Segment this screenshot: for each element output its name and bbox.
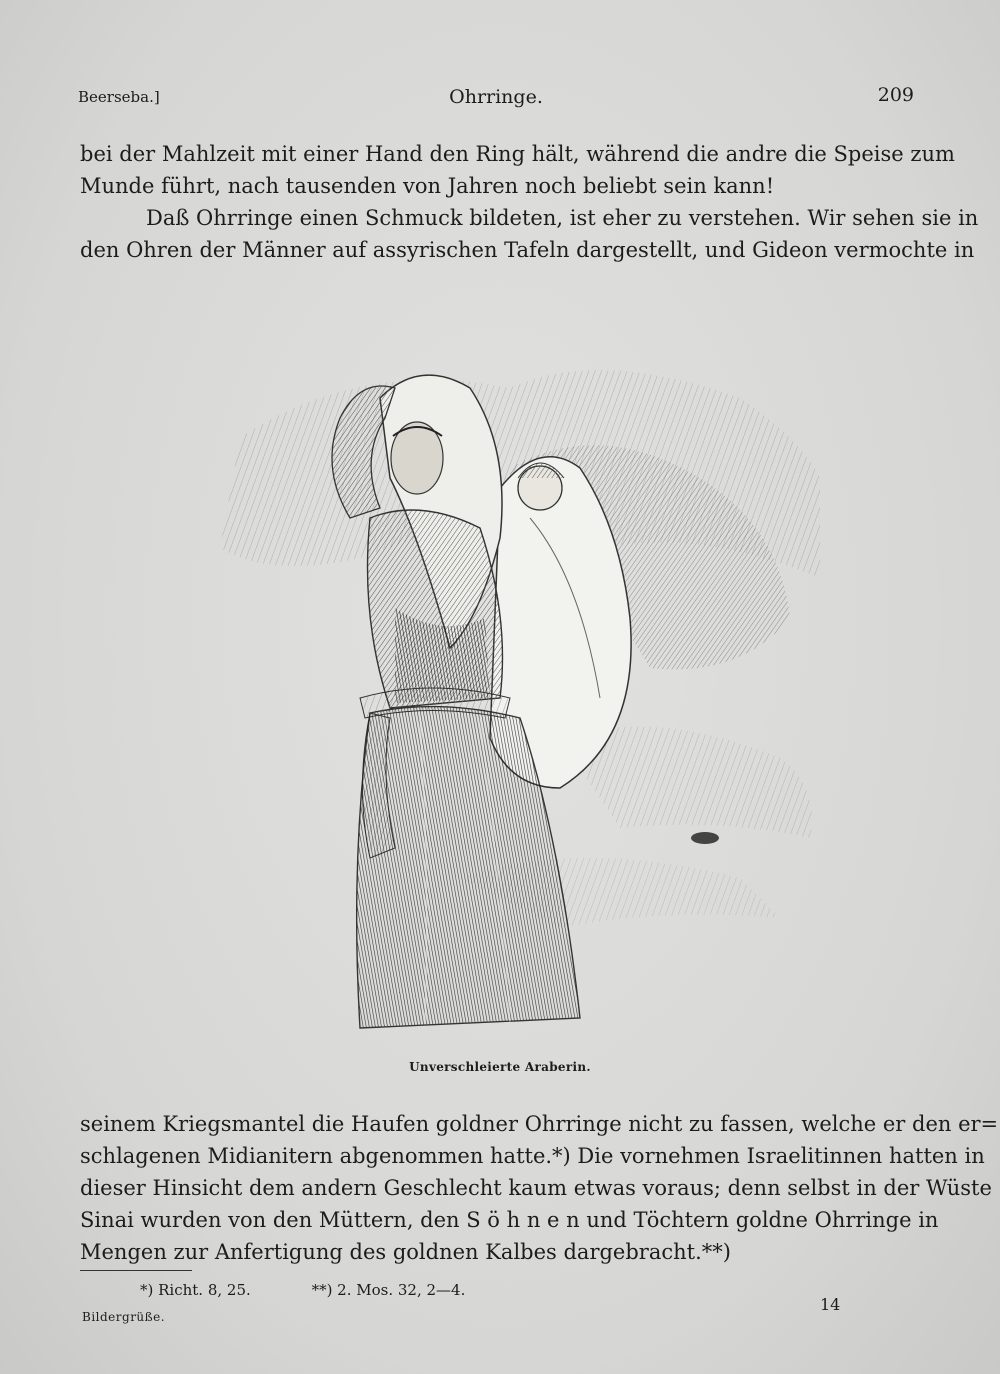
text-line: seinem Kriegsmantel die Haufen goldner Ohrringe nicht zu fassen, welche er den er=	[80, 1112, 999, 1136]
footnote-rule	[80, 1270, 192, 1271]
bottom-paragraph	[80, 1108, 999, 1268]
text-line: Munde führt, nach tausenden von Jahren noch beliebt sein kann!	[80, 174, 775, 198]
engraving-illustration	[180, 318, 830, 1050]
footnote-1: *) Richt. 8, 25.	[140, 1281, 251, 1299]
top-paragraph	[80, 138, 979, 266]
header-title: Ohrringe.	[449, 86, 543, 108]
running-head	[78, 84, 914, 114]
signature-mark: Bildergrüße.	[82, 1310, 166, 1324]
footnotes	[140, 1281, 521, 1299]
text-line: dieser Hinsicht dem andern Geschlecht kaum etwas voraus; denn selbst in der Wüste	[80, 1176, 992, 1200]
text-line: schlagenen Midianitern abgenommen hatte.*) Die vornehmen Israelitinnen hatten in	[80, 1144, 985, 1168]
text-line: bei der Mahlzeit mit einer Hand den Ring hält, während die andre die Speise zum	[80, 142, 955, 166]
figure-caption: Unverschleierte Araberin.	[409, 1060, 591, 1074]
footnote-2: **) 2. Mos. 32, 2—4.	[311, 1281, 466, 1299]
text-line: den Ohren der Männer auf assyrischen Tafeln dargestellt, und Gideon vermochte in	[80, 238, 975, 262]
text-line: Mengen zur Anfertigung des goldnen Kalbes dargebracht.**)	[80, 1240, 731, 1264]
header-left: Beerseba.]	[78, 88, 160, 106]
page-number: 209	[877, 84, 914, 106]
text-line: Daß Ohrringe einen Schmuck bildeten, ist eher zu verstehen. Wir sehen sie in	[146, 206, 979, 230]
sheet-number: 14	[820, 1295, 841, 1314]
text-line: Sinai wurden von den Müttern, den S ö h n e n und Töchtern goldne Ohrringe in	[80, 1208, 939, 1232]
